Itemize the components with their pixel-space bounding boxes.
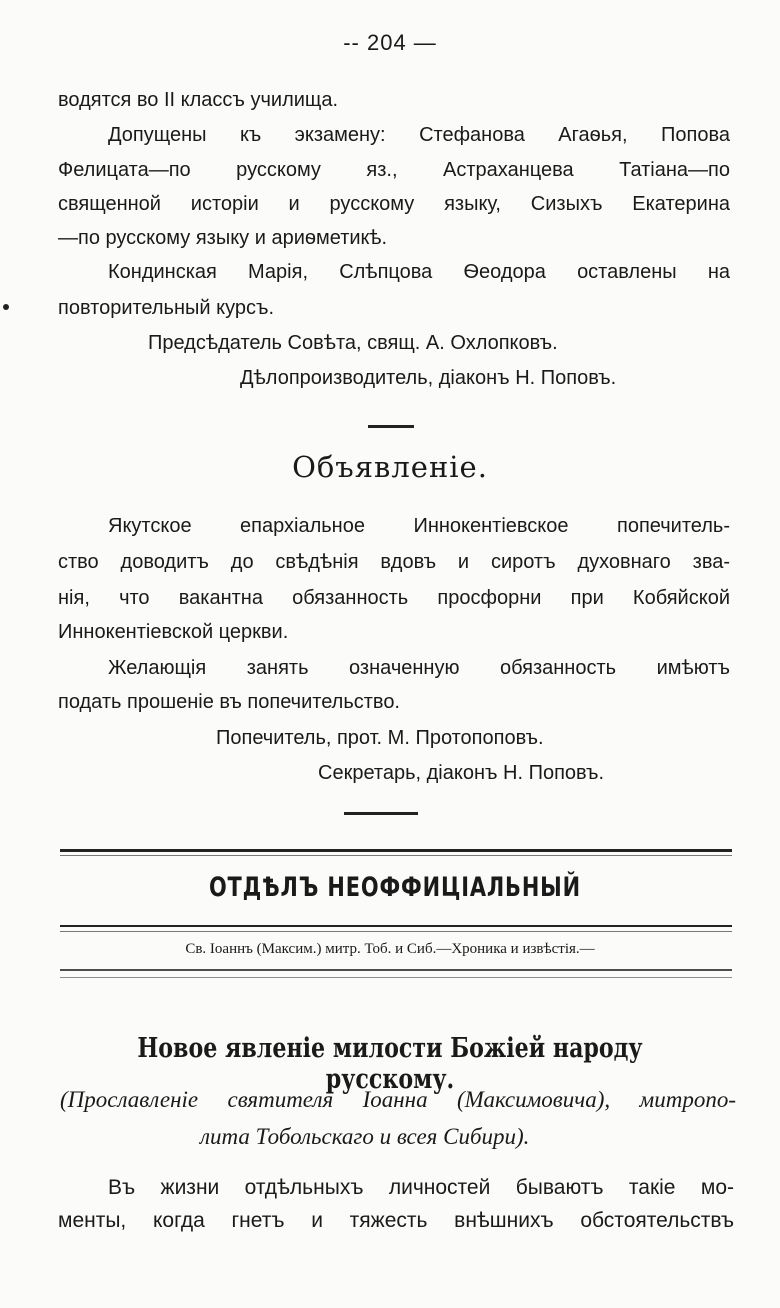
signature-trustee: Попечитель, прот. М. Протопоповъ. bbox=[216, 727, 544, 749]
text-line: Фелицата—по русскому яз., Астраханцева Татіана—по bbox=[58, 159, 730, 181]
text-line: Желающія занять означенную обязанность имѣютъ bbox=[108, 657, 730, 679]
separator-rule bbox=[368, 425, 414, 428]
double-rule-mid bbox=[60, 925, 732, 927]
double-rule-bottom bbox=[60, 969, 732, 971]
page-number: -- 204 — bbox=[343, 30, 437, 55]
article-body-line: менты, когда гнетъ и тяжесть внѣшнихъ обстоятельствъ bbox=[58, 1209, 734, 1232]
text-line: Допущены къ экзамену: Стефанова Агаѳья, Попова bbox=[108, 124, 730, 146]
double-rule-mid bbox=[60, 931, 732, 932]
article-subtitle: лита Тобольскаго и всея Сибири). bbox=[200, 1124, 530, 1149]
double-rule-bottom bbox=[60, 977, 732, 978]
announcement-title: Объявленіе. bbox=[292, 450, 488, 484]
text-line: нія, что вакантна обязанность просфорни при Кобяйской bbox=[58, 587, 730, 609]
text-line: Иннокентіевской церкви. bbox=[58, 621, 289, 643]
signature-secretary: Секретарь, діаконъ Н. Поповъ. bbox=[318, 762, 605, 784]
text-line: водятся во II классъ училища. bbox=[58, 89, 339, 111]
text-line: священной исторіи и русскому языку, Сизыхъ Екатерина bbox=[58, 193, 730, 215]
article-subtitle: (Прославленіе святителя Іоанна (Максимовича), митропо- bbox=[60, 1087, 736, 1112]
text-line: ство доводитъ до свѣдѣнія вдовъ и сиротъ духовнаго зва- bbox=[58, 551, 730, 573]
article-body-line: Въ жизни отдѣльныхъ личностей бываютъ такіе мо- bbox=[108, 1176, 734, 1199]
double-rule-top bbox=[60, 849, 732, 852]
speck-mark bbox=[3, 304, 9, 310]
text-line: Якутское епархіальное Иннокентіевское попечитель- bbox=[108, 515, 730, 537]
text-line: —по русскому языку и ариѳметикѣ. bbox=[58, 227, 388, 249]
text-line: Кондинская Марія, Слѣпцова Ѳеодора оставлены на bbox=[108, 261, 730, 283]
signature-clerk: Дѣлопроизводитель, діаконъ Н. Поповъ. bbox=[240, 367, 617, 389]
text-line: подать прошеніе въ попечительство. bbox=[58, 691, 400, 713]
text-line: повторительный курсъ. bbox=[58, 297, 275, 319]
signature-chairman: Предсѣдатель Совѣта, свящ. А. Охлопковъ. bbox=[148, 332, 558, 354]
section-title-unofficial: ОТДѢЛЪ НЕОФФИЦІАЛЬНЫЙ bbox=[208, 872, 582, 903]
separator-rule bbox=[344, 812, 418, 815]
contents-line: Св. Іоаннъ (Максим.) митр. Тоб. и Сиб.—Хроника и извѣстія.— bbox=[185, 941, 595, 957]
double-rule-top bbox=[60, 855, 732, 856]
article-title: Новое явленіе милости Божіей народу русскому. bbox=[137, 1033, 643, 1095]
